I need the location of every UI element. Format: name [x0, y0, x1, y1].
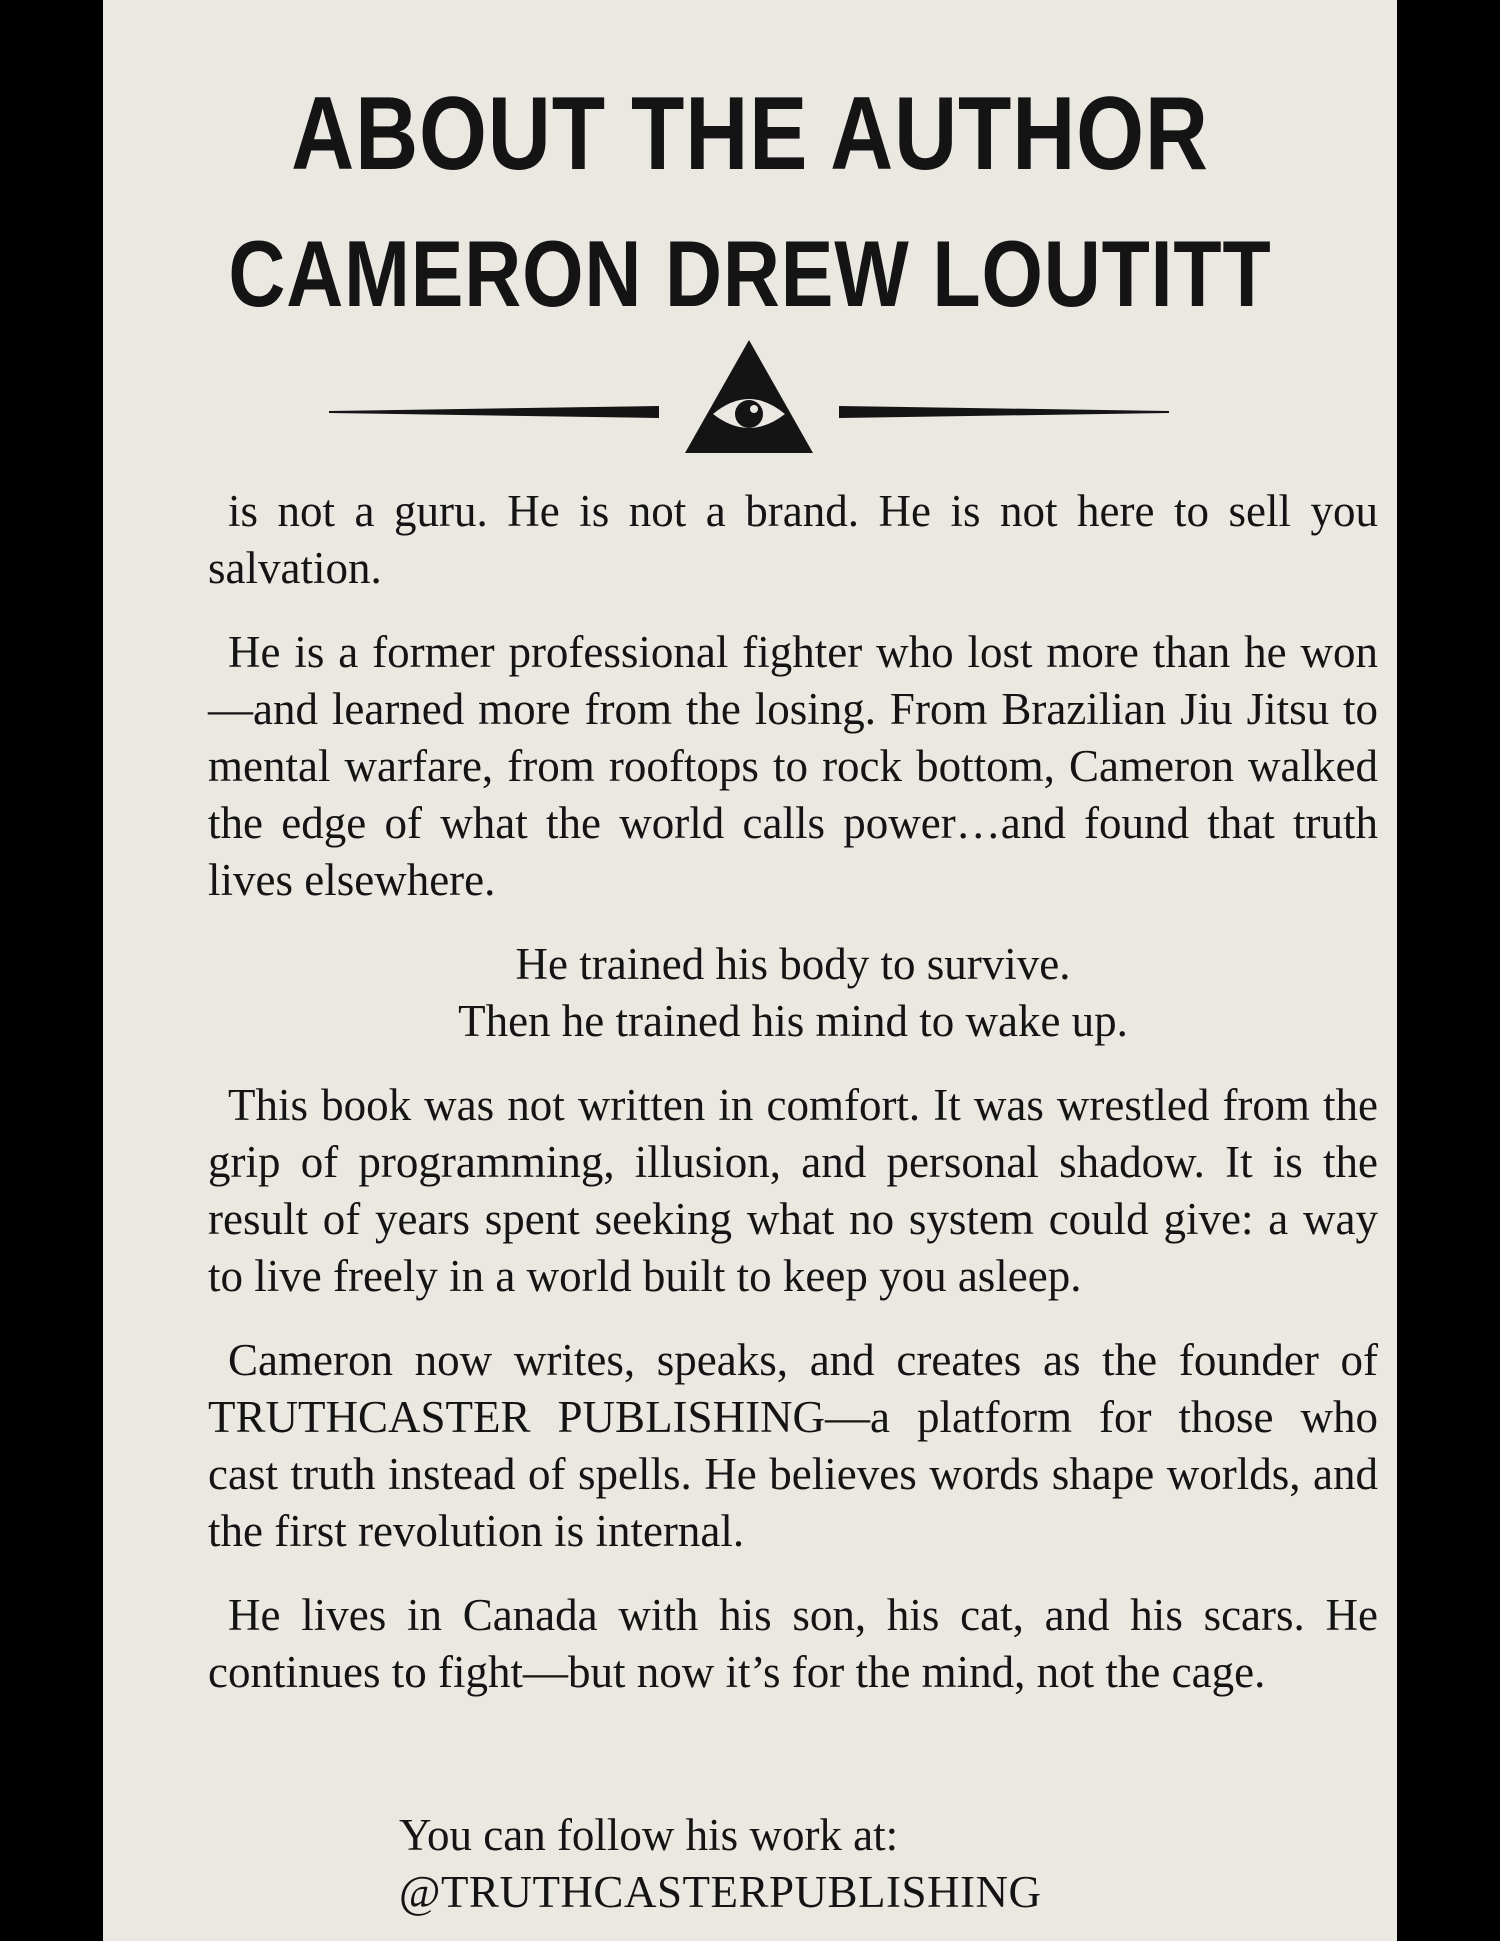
follow-text: You can follow his work at: — [399, 1810, 899, 1860]
centered-line: He trained his body to survive. — [515, 939, 1071, 989]
social-handle: @TRUTHCASTERPUBLISHING — [399, 1867, 1042, 1917]
centered-statement — [208, 936, 1378, 1050]
all-seeing-eye-triangle-icon — [685, 340, 813, 453]
follow-block — [399, 1807, 1041, 1921]
biography-text — [208, 483, 1378, 1728]
bio-paragraph: is not a guru. He is not a brand. He is not here to sell you salvation. — [208, 486, 1378, 593]
page-title: ABOUT THE AUTHOR — [291, 76, 1209, 192]
divider-line-left — [329, 406, 659, 418]
book-page — [103, 0, 1397, 1941]
bio-paragraph: Cameron now writes, speaks, and creates as the founder of TRUTHCASTER PUBLISHING—a platform for those who cast truth instead of spells. He believes words shape worlds, and the first revolution is internal. — [208, 1335, 1378, 1556]
bio-paragraph: This book was not written in comfort. It was wrestled from the grip of programming, illusion, and personal shadow. It is the result of years spent seeking what no system could give: a way to live freely in a world built to keep you asleep. — [208, 1080, 1378, 1301]
bio-paragraph: He is a former professional fighter who lost more than he won—and learned more from the losing. From Brazilian Jiu Jitsu to mental warfare, from rooftops to rock bottom, Cameron walked the edge of what the world calls power…and found that truth lives elsewhere. — [208, 627, 1378, 905]
centered-line: Then he trained his mind to wake up. — [458, 996, 1128, 1046]
bio-paragraph: He lives in Canada with his son, his cat, and his scars. He continues to fight—but now it’s for the mind, not the cage. — [208, 1590, 1378, 1697]
divider-line-right — [839, 406, 1169, 418]
all-seeing-eye-divider — [329, 338, 1169, 460]
author-name: CAMERON DREW LOUTITT — [228, 221, 1272, 326]
